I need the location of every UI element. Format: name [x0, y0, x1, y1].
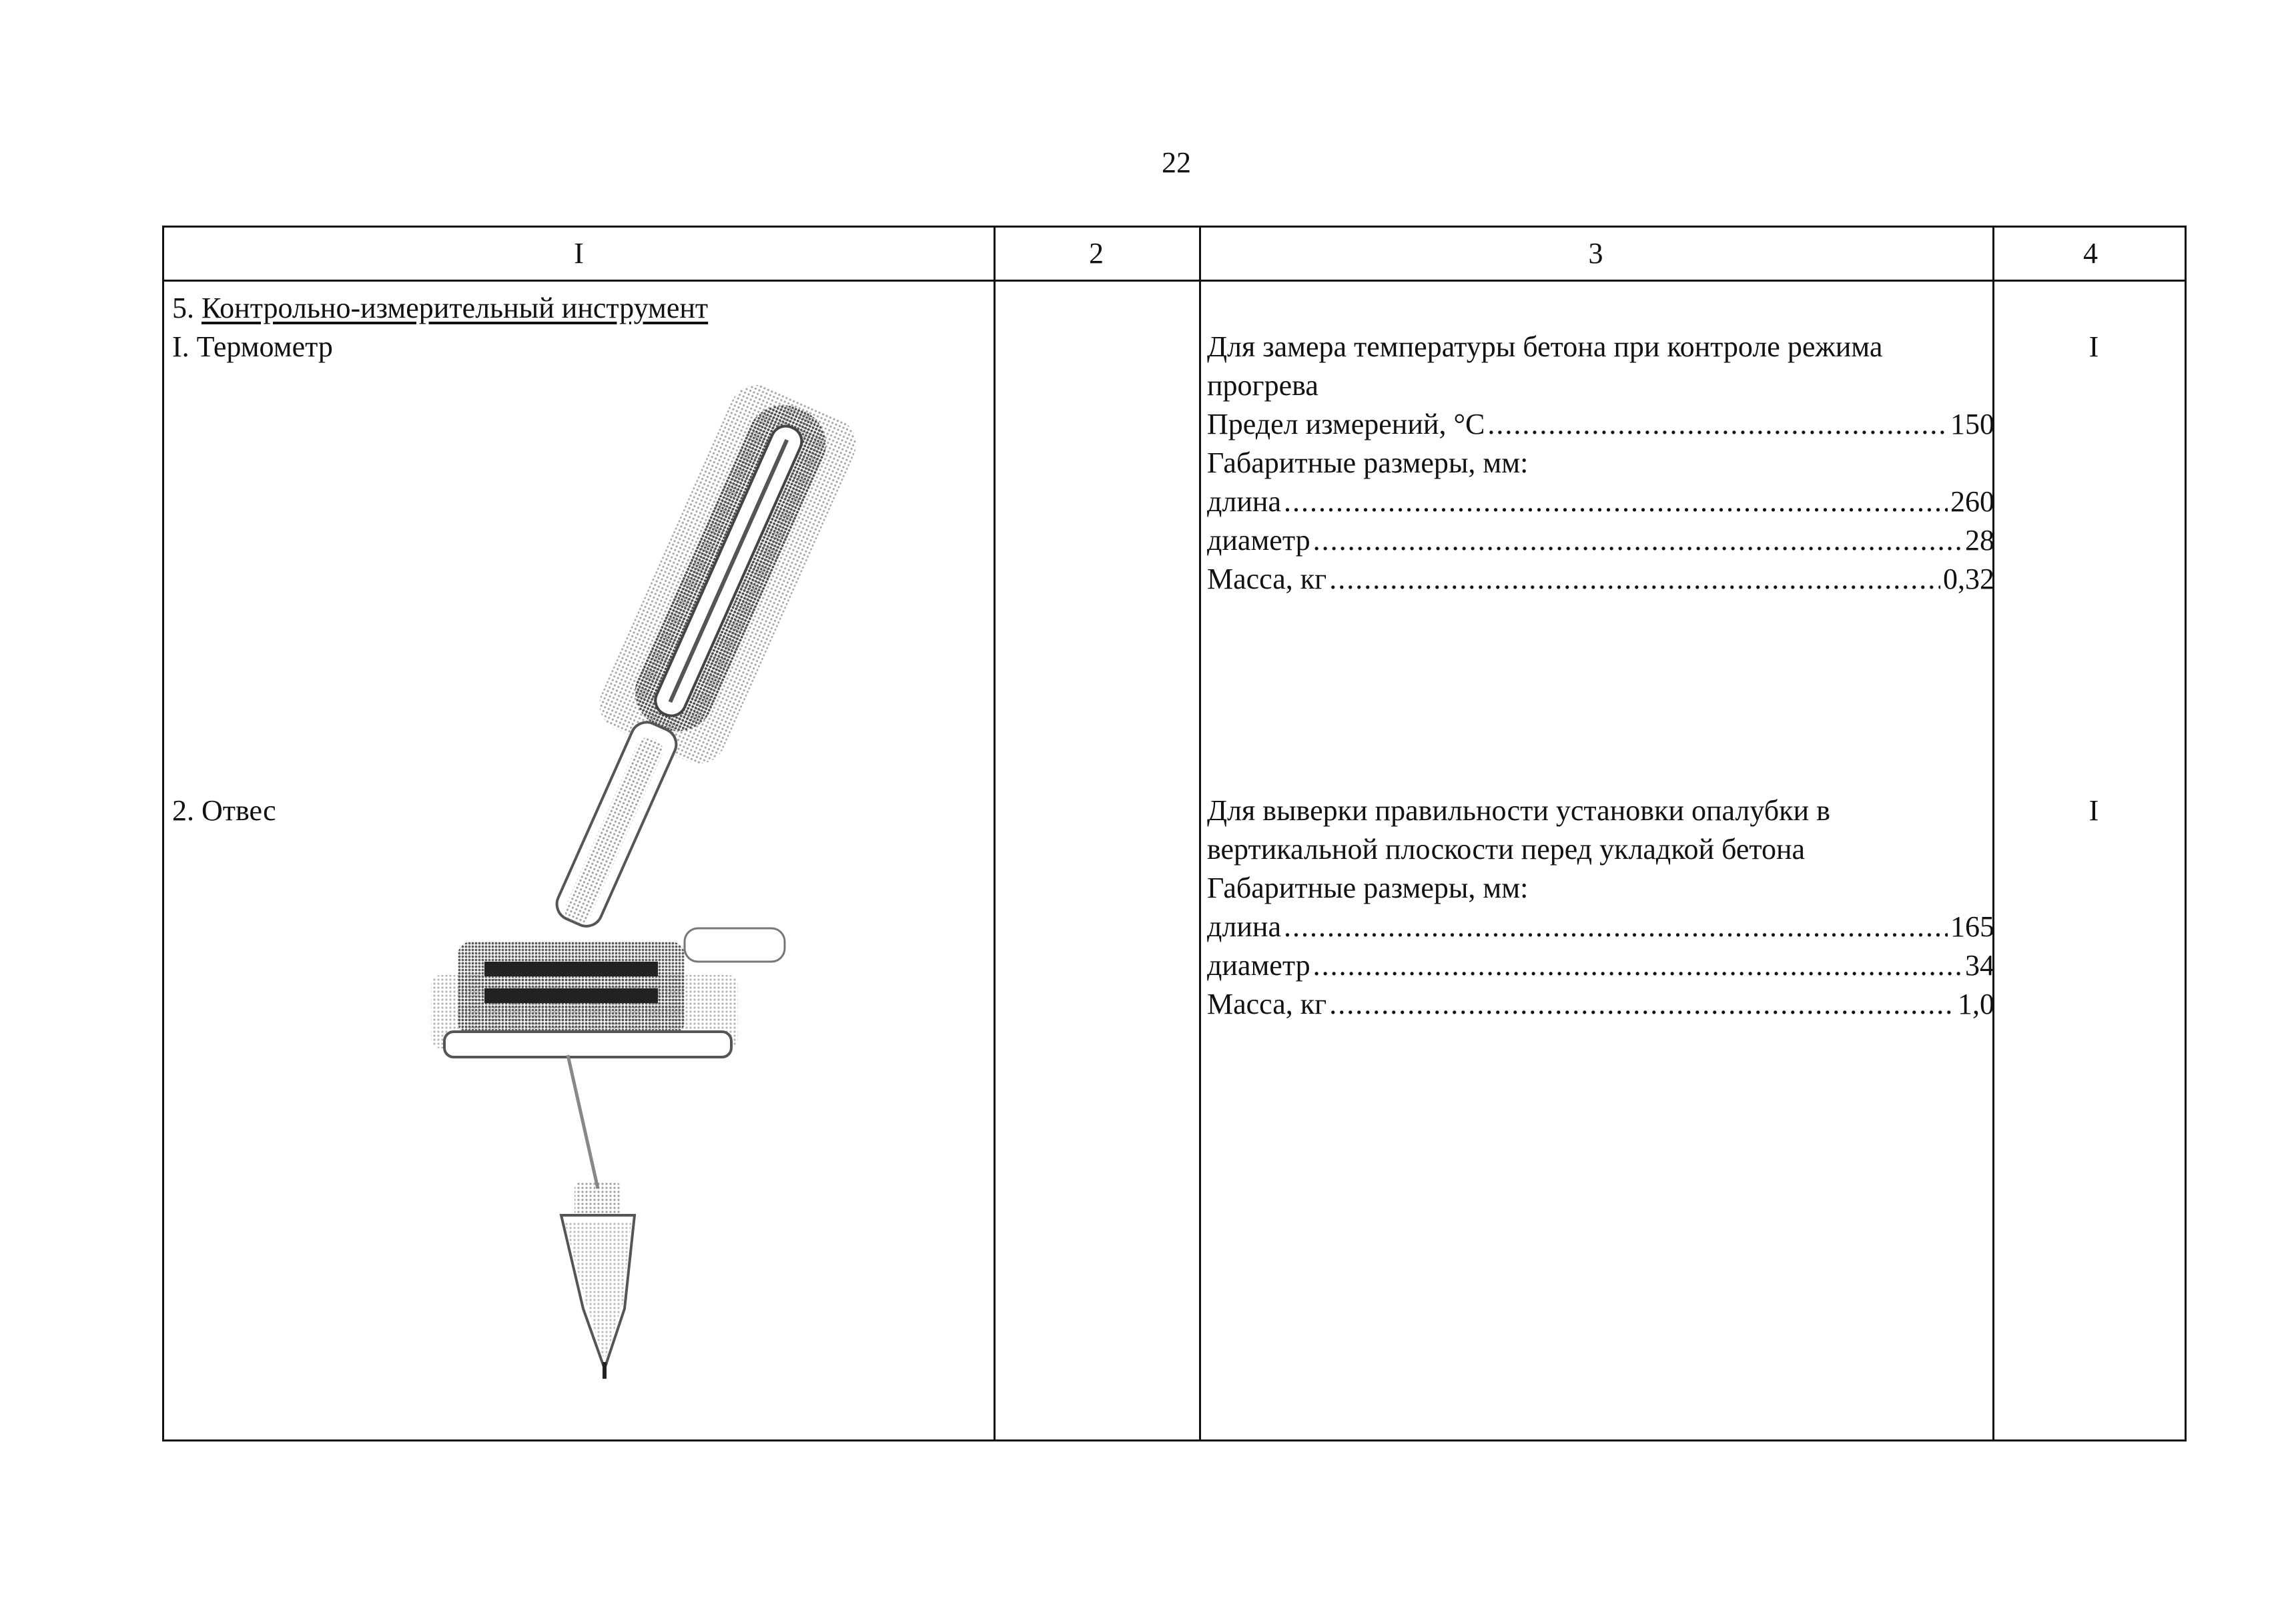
column-divider: [994, 228, 996, 1439]
description-line: вертикальной плоскости перед укладкой бетона: [1207, 833, 1806, 866]
header-divider: [164, 280, 2185, 282]
spec-length: [1207, 908, 1994, 946]
spec-value: 150: [1950, 408, 1994, 440]
spec-value: 1,0: [1958, 988, 1994, 1020]
spec-label: длина: [1207, 485, 1281, 518]
dimensions-title: Габаритные размеры, мм:: [1207, 872, 1529, 904]
leader-dots: [1313, 946, 1962, 985]
plumb-bob-icon: [404, 902, 951, 1402]
equipment-table: [162, 226, 2187, 1441]
section-title: [172, 289, 708, 328]
item-name-plumb-bob: 2. Отвес: [172, 794, 276, 827]
description-line: Для замера температуры бетона при контроле режима: [1207, 330, 1883, 363]
spec-diameter: [1207, 521, 1994, 560]
spec-label: диаметр: [1207, 949, 1310, 982]
spec-length: [1207, 482, 1994, 521]
spec-mass: [1207, 985, 1994, 1024]
page-number: 22: [1162, 146, 1191, 179]
leader-dots: [1313, 521, 1962, 560]
leader-dots: [1329, 560, 1940, 599]
spec-value: 260: [1950, 485, 1994, 518]
item-name-thermometer: I. Термометр: [172, 330, 333, 363]
description-line: прогрева: [1207, 369, 1318, 402]
column-header-2: 2: [1089, 237, 1104, 270]
spec-label: Масса, кг: [1207, 988, 1327, 1020]
item-description-thermometer: [1207, 328, 1994, 599]
item-description-plumb-bob: [1207, 791, 1994, 1024]
column-header-4: 4: [2083, 237, 2098, 270]
column-divider: [1199, 228, 1201, 1439]
spec-value: 28: [1965, 524, 1994, 557]
thermometer-icon: [458, 361, 925, 975]
description-line: Для выверки правильности установки опалубки в: [1207, 794, 1830, 827]
spec-mass: [1207, 560, 1994, 599]
spec-label: длина: [1207, 910, 1281, 943]
leader-dots: [1284, 482, 1948, 521]
section-title-number: 5.: [172, 292, 194, 324]
item-quantity-thermometer: I: [2088, 330, 2099, 363]
leader-dots: [1487, 405, 1948, 444]
spec-value: 34: [1965, 949, 1994, 982]
spec-value: 165: [1950, 910, 1994, 943]
spec-measurement-range: [1207, 405, 1994, 444]
spec-label: диаметр: [1207, 524, 1310, 557]
column-header-3: 3: [1588, 237, 1603, 270]
dimensions-title: Габаритные размеры, мм:: [1207, 446, 1529, 479]
spec-label: Предел измерений, °C: [1207, 408, 1485, 440]
column-header-1: I: [574, 237, 584, 270]
leader-dots: [1284, 908, 1948, 946]
section-title-text: Контрольно-измерительный инструмент: [202, 292, 709, 324]
spec-label: Масса, кг: [1207, 563, 1327, 595]
item-quantity-plumb-bob: I: [2088, 794, 2099, 827]
spec-value: 0,32: [1943, 563, 1994, 595]
spec-diameter: [1207, 946, 1994, 985]
leader-dots: [1329, 985, 1955, 1024]
